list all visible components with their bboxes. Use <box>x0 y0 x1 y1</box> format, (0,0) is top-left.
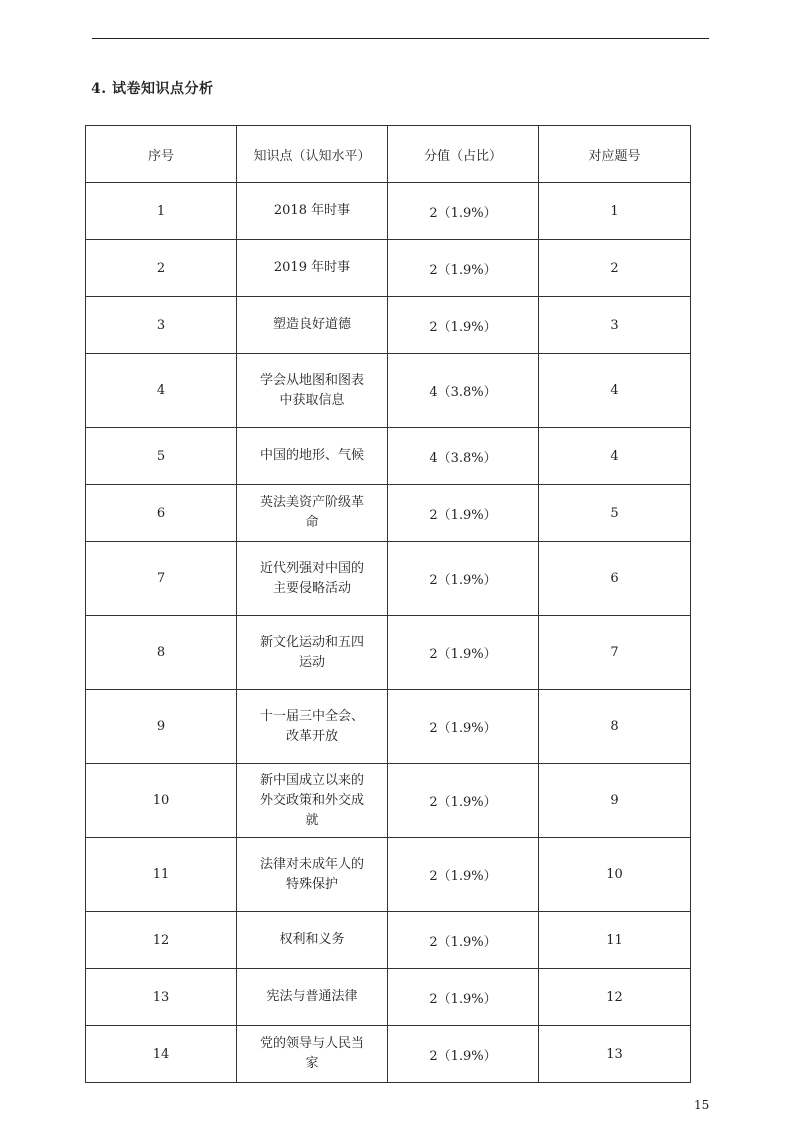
cell-topic: 近代列强对中国的主要侵略活动 <box>237 542 388 616</box>
cell-no: 5 <box>86 428 237 485</box>
cell-question: 6 <box>539 542 691 616</box>
cell-score: 2（1.9%） <box>388 1026 539 1083</box>
cell-score: 4（3.8%） <box>388 354 539 428</box>
cell-question: 11 <box>539 912 691 969</box>
table-row <box>86 690 691 764</box>
header-topic: 知识点（认知水平） <box>237 126 388 183</box>
cell-no: 14 <box>86 1026 237 1083</box>
cell-no: 10 <box>86 764 237 838</box>
table-row <box>86 616 691 690</box>
cell-no: 4 <box>86 354 237 428</box>
table-row <box>86 183 691 240</box>
cell-question: 5 <box>539 485 691 542</box>
cell-question: 9 <box>539 764 691 838</box>
cell-question: 13 <box>539 1026 691 1083</box>
cell-topic: 新文化运动和五四运动 <box>237 616 388 690</box>
cell-topic: 中国的地形、气候 <box>237 428 388 485</box>
cell-question: 4 <box>539 354 691 428</box>
cell-topic: 2019 年时事 <box>237 240 388 297</box>
cell-no: 13 <box>86 969 237 1026</box>
cell-no: 6 <box>86 485 237 542</box>
header-no: 序号 <box>86 126 237 183</box>
section-title: 4. 试卷知识点分析 <box>91 81 214 97</box>
cell-question: 1 <box>539 183 691 240</box>
table-row <box>86 240 691 297</box>
cell-topic: 新中国成立以来的外交政策和外交成就 <box>237 764 388 838</box>
cell-question: 10 <box>539 838 691 912</box>
cell-score: 4（3.8%） <box>388 428 539 485</box>
cell-no: 7 <box>86 542 237 616</box>
table-row <box>86 542 691 616</box>
cell-no: 8 <box>86 616 237 690</box>
table-row <box>86 912 691 969</box>
header-score: 分值（占比） <box>388 126 539 183</box>
cell-question: 8 <box>539 690 691 764</box>
table-row <box>86 969 691 1026</box>
cell-topic: 权利和义务 <box>237 912 388 969</box>
cell-no: 11 <box>86 838 237 912</box>
cell-score: 2（1.9%） <box>388 240 539 297</box>
header-question: 对应题号 <box>539 126 691 183</box>
page-number: 15 <box>694 1098 710 1112</box>
cell-topic: 英法美资产阶级革命 <box>237 485 388 542</box>
cell-question: 3 <box>539 297 691 354</box>
cell-no: 12 <box>86 912 237 969</box>
table-row <box>86 1026 691 1083</box>
table-row <box>86 764 691 838</box>
table-row <box>86 838 691 912</box>
cell-score: 2（1.9%） <box>388 542 539 616</box>
cell-score: 2（1.9%） <box>388 764 539 838</box>
table-row <box>86 354 691 428</box>
table-row <box>86 485 691 542</box>
cell-topic: 学会从地图和图表中获取信息 <box>237 354 388 428</box>
cell-no: 2 <box>86 240 237 297</box>
cell-no: 1 <box>86 183 237 240</box>
cell-score: 2（1.9%） <box>388 838 539 912</box>
cell-score: 2（1.9%） <box>388 690 539 764</box>
cell-no: 3 <box>86 297 237 354</box>
header-rule <box>92 38 709 39</box>
cell-topic: 十一届三中全会、改革开放 <box>237 690 388 764</box>
cell-question: 12 <box>539 969 691 1026</box>
cell-score: 2（1.9%） <box>388 183 539 240</box>
cell-topic: 2018 年时事 <box>237 183 388 240</box>
cell-topic: 塑造良好道德 <box>237 297 388 354</box>
table-row <box>86 428 691 485</box>
cell-question: 7 <box>539 616 691 690</box>
cell-score: 2（1.9%） <box>388 616 539 690</box>
cell-score: 2（1.9%） <box>388 912 539 969</box>
cell-topic: 党的领导与人民当家 <box>237 1026 388 1083</box>
cell-question: 2 <box>539 240 691 297</box>
cell-score: 2（1.9%） <box>388 969 539 1026</box>
cell-topic: 法律对未成年人的特殊保护 <box>237 838 388 912</box>
knowledge-point-table <box>85 125 691 1083</box>
cell-question: 4 <box>539 428 691 485</box>
table-header-row <box>86 126 691 183</box>
cell-score: 2（1.9%） <box>388 297 539 354</box>
cell-score: 2（1.9%） <box>388 485 539 542</box>
table-row <box>86 297 691 354</box>
cell-topic: 宪法与普通法律 <box>237 969 388 1026</box>
cell-no: 9 <box>86 690 237 764</box>
